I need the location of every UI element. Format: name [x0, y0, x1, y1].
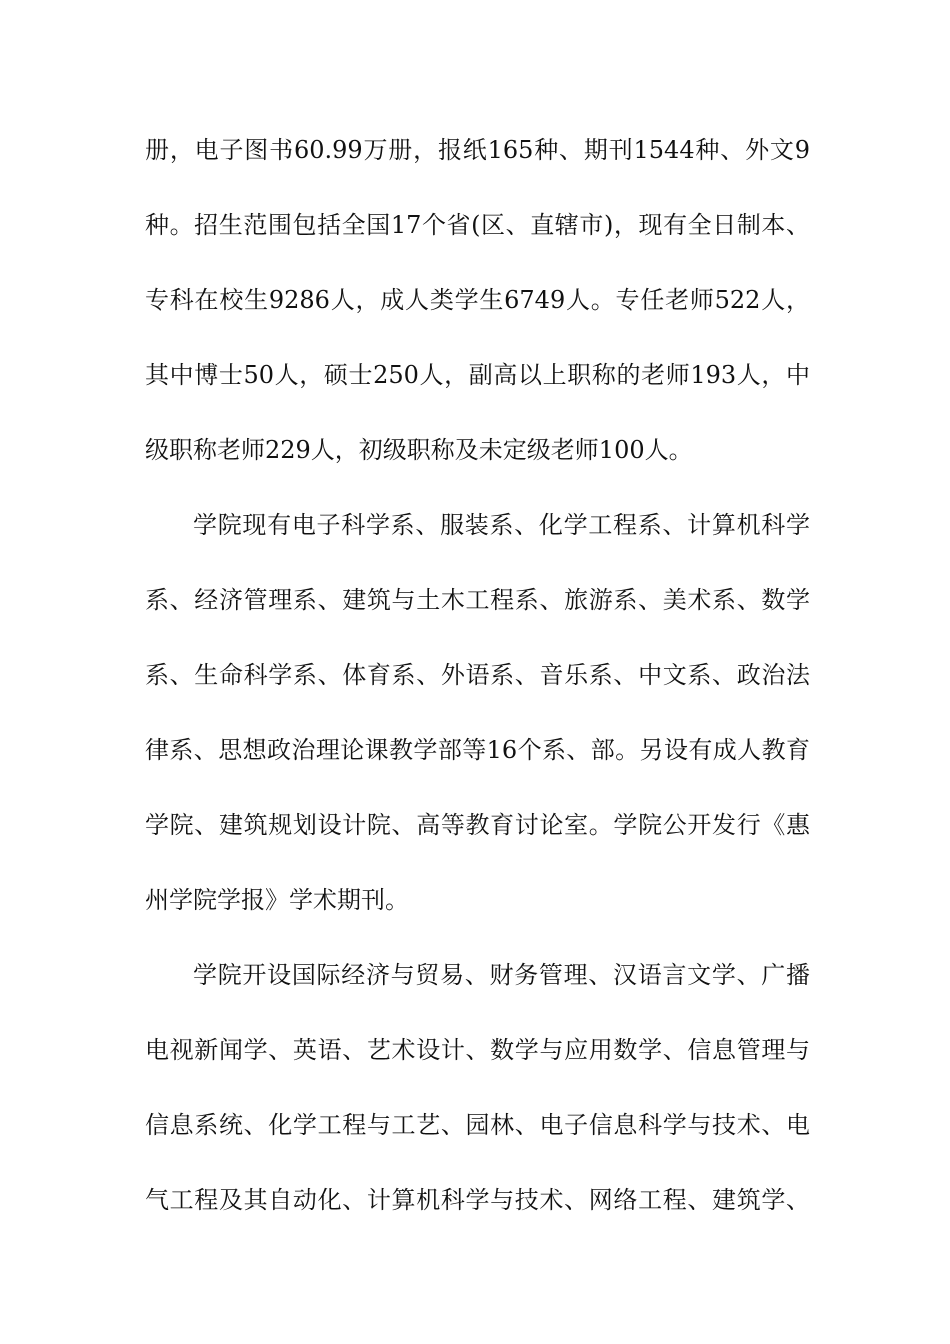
- text-line-5: 级职称老师229人，初级职称及未定级老师100人。: [145, 436, 693, 464]
- text-line-9: 律系、思想政治理论课教学部等16个系、部。另设有成人教育: [145, 736, 810, 764]
- text-line-15: 气工程及其自动化、计算机科学与技术、网络工程、建筑学、: [145, 1186, 810, 1214]
- text-line-2: 种。招生范围包括全国17个省(区、直辖市)，现有全日制本、: [145, 211, 810, 239]
- text-line-1: 册，电子图书60.99万册，报纸165种、期刊1544种、外文9: [145, 136, 810, 164]
- paragraph-2-line-1: 学院现有电子科学系、服装系、化学工程系、计算机科学: [193, 511, 810, 539]
- text-line-10: 学院、建筑规划设计院、高等教育讨论室。学院公开发行《惠: [145, 811, 810, 839]
- text-line-11: 州学院学报》学术期刊。: [145, 886, 409, 914]
- text-line-14: 信息系统、化学工程与工艺、园林、电子信息科学与技术、电: [145, 1111, 810, 1139]
- text-line-4: 其中博士50人，硕士250人，副高以上职称的老师193人，中: [145, 361, 810, 389]
- paragraph-3-line-1: 学院开设国际经济与贸易、财务管理、汉语言文学、广播: [193, 961, 810, 989]
- text-line-3: 专科在校生9286人，成人类学生6749人。专任老师522人，: [145, 286, 810, 314]
- text-line-7: 系、经济管理系、建筑与土木工程系、旅游系、美术系、数学: [145, 586, 810, 614]
- text-line-8: 系、生命科学系、体育系、外语系、音乐系、中文系、政治法: [145, 661, 810, 689]
- text-line-13: 电视新闻学、英语、艺术设计、数学与应用数学、信息管理与: [145, 1036, 810, 1064]
